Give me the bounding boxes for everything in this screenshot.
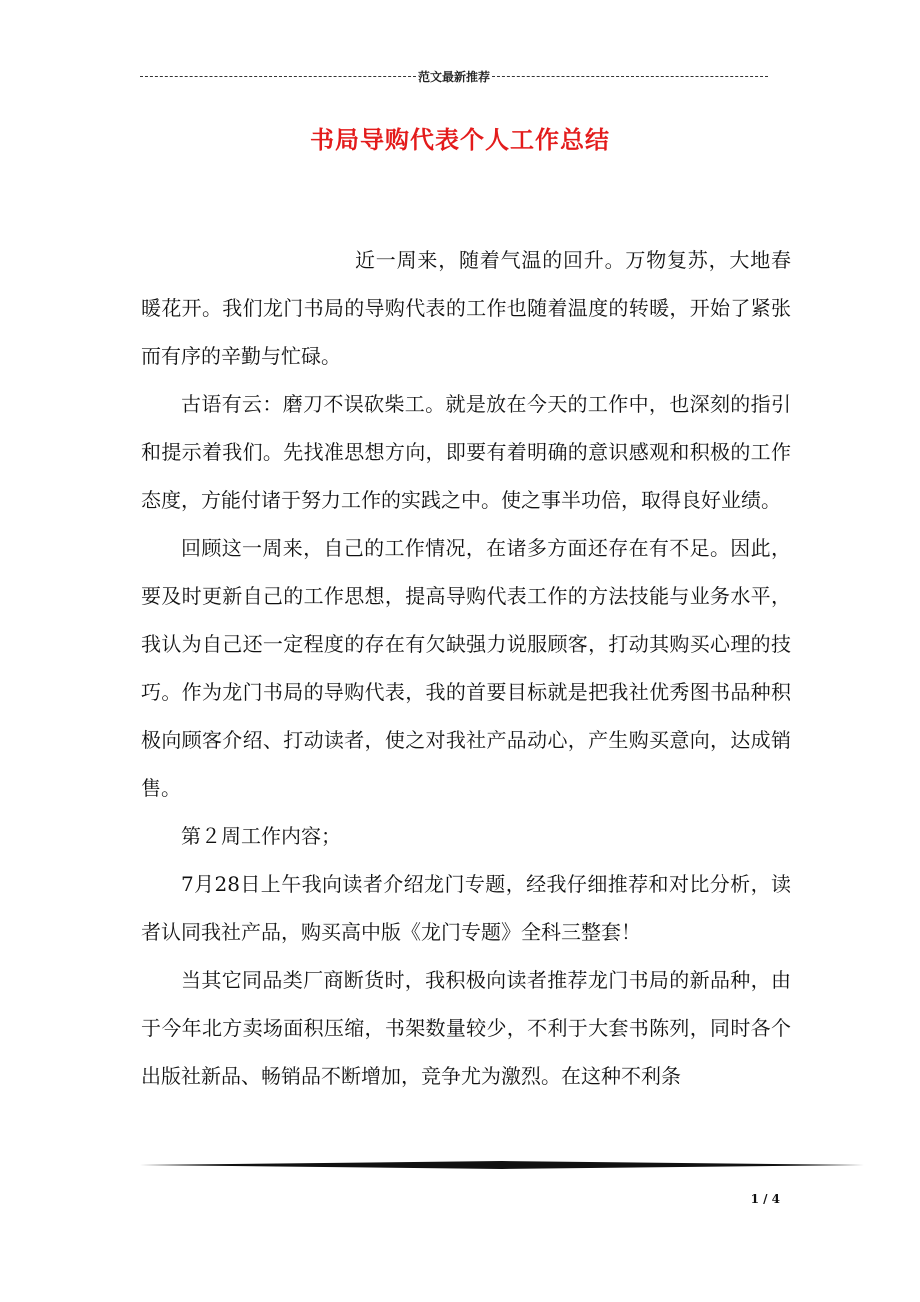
document-title: 书局导购代表个人工作总结 <box>310 125 610 154</box>
paragraph: 7月28日上午我向读者介绍龙门专题，经我仔细推荐和对比分析，读者认同我社产品，购买高中版《龙门专题》全科三整套！ <box>141 872 791 944</box>
page-number: 1 / 4 <box>750 1192 780 1206</box>
header-label: 范文最新推荐 <box>418 69 491 84</box>
paragraph: 古语有云：磨刀不误砍柴工。就是放在今天的工作中，也深刻的指引和提示着我们。先找准思想方向，即要有着明确的意识感观和积极的工作态度，方能付诸于努力工作的实践之中。使之事半功倍，取得良好业绩。 <box>141 392 791 512</box>
paragraph: 回顾这一周来，自己的工作情况，在诸多方面还存在有不足。因此，要及时更新自己的工作思想，提高导购代表工作的方法技能与业务水平，我认为自己还一定程度的存在有欠缺强力说服顾客，打动其购买心理的技巧。作为龙门书局的导购代表，我的首要目标就是把我社优秀图书品种积极向顾客介绍、打动读者，使之对我社产品动心，产生购买意向，达成销售。 <box>141 536 791 800</box>
header-dashes-right <box>492 76 768 77</box>
document-body <box>141 236 791 1100</box>
footer-rule <box>140 1158 864 1172</box>
page-header <box>140 68 768 84</box>
paragraph: 第２周工作内容； <box>181 824 341 848</box>
paragraph: 近一周来，随着气温的回升。万物复苏，大地春暖花开。我们龙门书局的导购代表的工作也随着温度的转暖，开始了紧张而有序的辛勤与忙碌。 <box>141 248 791 368</box>
paragraph: 当其它同品类厂商断货时，我积极向读者推荐龙门书局的新品种，由于今年北方卖场面积压缩，书架数量较少，不利于大套书陈列，同时各个出版社新品、畅销品不断增加，竞争尤为激烈。在这种不利条 <box>141 968 791 1088</box>
header-dashes-left <box>140 76 416 77</box>
